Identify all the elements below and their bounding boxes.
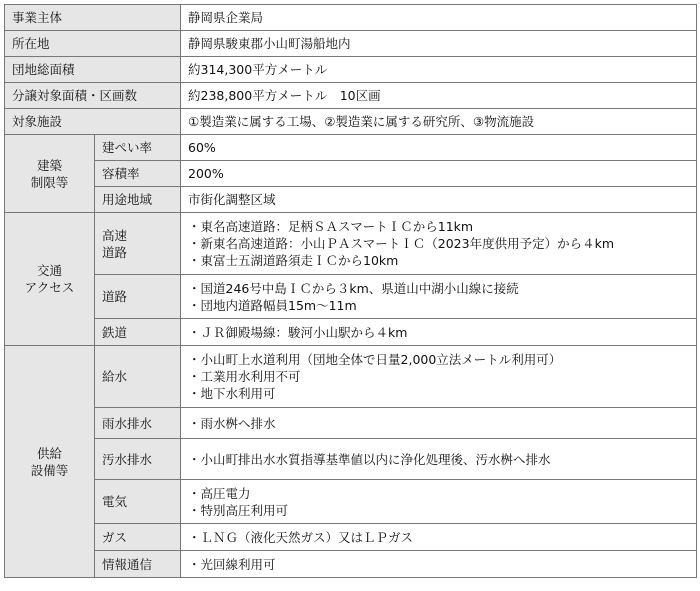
row-water [5,346,697,408]
expressway-line: ・東富士五湖道路須走ＩＣから10km [188,253,399,268]
expressway-line: ・東名高速道路：足柄ＳＡスマートＩＣから11km [188,219,474,234]
row-expressway [5,213,697,275]
row-floor-ratio [5,161,697,187]
utilities-group-label [5,346,95,578]
expressway-label-line2: 道路 [102,244,128,260]
road-line: ・団地内道路幅員15m～11m [188,297,357,313]
utilities-label-line2: 設備等 [30,462,69,478]
total-area-value: 約314,300平方メートル [181,57,697,83]
expressway-label [95,213,181,275]
row-developer [5,5,697,31]
row-sale-area [5,83,697,109]
electricity-line: ・特別高圧利用可 [188,502,289,518]
target-value: ①製造業に属する工場、②製造業に属する研究所、③物流施設 [181,109,697,135]
electricity-values [181,480,697,524]
zoning-label: 用途地域 [95,187,181,213]
telecom-label: 情報通信 [95,551,181,578]
rail-label: 鉄道 [95,319,181,346]
row-sewage [5,439,697,480]
coverage-label: 建ぺい率 [95,135,181,161]
road-line: ・国道246号中島ＩＣから３km、県道山中湖小山線に接続 [188,280,519,296]
zoning-value: 市街化調整区域 [181,187,697,213]
row-gas [5,524,697,551]
expressway-line: ・新東名高速道路：小山ＰＡスマートＩＣ（2023年度供用予定）から４km [188,236,614,251]
expressway-label-line1: 高速 [102,227,128,243]
rainwater-label: 雨水排水 [95,408,181,439]
water-label: 給水 [95,346,181,408]
total-area-label: 団地総面積 [5,57,181,83]
road-values [181,275,697,319]
floor-ratio-value: 200% [181,161,697,187]
coverage-value: 60% [181,135,697,161]
sewage-value: ・小山町排出水水質指導基準値以内に浄化処理後、汚水桝へ排水 [181,439,697,480]
telecom-value: ・光回線利用可 [181,551,697,578]
developer-label: 事業主体 [5,5,181,31]
building-group-label [5,135,95,213]
road-label: 道路 [95,275,181,319]
developer-value: 静岡県企業局 [181,5,697,31]
water-line: ・地下水利用可 [188,386,276,401]
row-rail [5,319,697,346]
sewage-label: 汚水排水 [95,439,181,480]
rail-value: ・ＪＲ御殿場線：駿河小山駅から４km [181,319,697,346]
sale-area-label: 分譲対象面積・区画数 [5,83,181,109]
access-group-label [5,213,95,346]
location-value: 静岡県駿東郡小山町湯船地内 [181,31,697,57]
industrial-park-spec-table [4,4,697,578]
floor-ratio-label: 容積率 [95,161,181,187]
row-target [5,109,697,135]
location-label: 所在地 [5,31,181,57]
row-coverage [5,135,697,161]
row-rainwater [5,408,697,439]
building-label-line1: 建築 [36,157,62,173]
target-label: 対象施設 [5,109,181,135]
gas-label: ガス [95,524,181,551]
gas-value: ・ＬＮＧ（液化天然ガス）又はＬＰガス [181,524,697,551]
row-zoning [5,187,697,213]
expressway-values [181,213,697,275]
access-label-line2: アクセス [24,280,75,295]
utilities-label-line1: 供給 [36,445,62,461]
row-electricity [5,480,697,524]
electricity-line: ・高圧電力 [188,485,251,501]
access-label-line1: 交通 [36,263,62,278]
sale-area-value: 約238,800平方メートル 10区画 [181,83,697,109]
row-total-area [5,57,697,83]
building-label-line2: 制限等 [30,174,69,190]
water-line: ・小山町上水道利用（団地全体で日量2,000立法メートル利用可） [188,352,562,367]
rainwater-value: ・雨水桝へ排水 [181,408,697,439]
row-location [5,31,697,57]
water-values [181,346,697,408]
row-road [5,275,697,319]
row-telecom [5,551,697,578]
water-line: ・工業用水利用不可 [188,369,301,384]
electricity-label: 電気 [95,480,181,524]
